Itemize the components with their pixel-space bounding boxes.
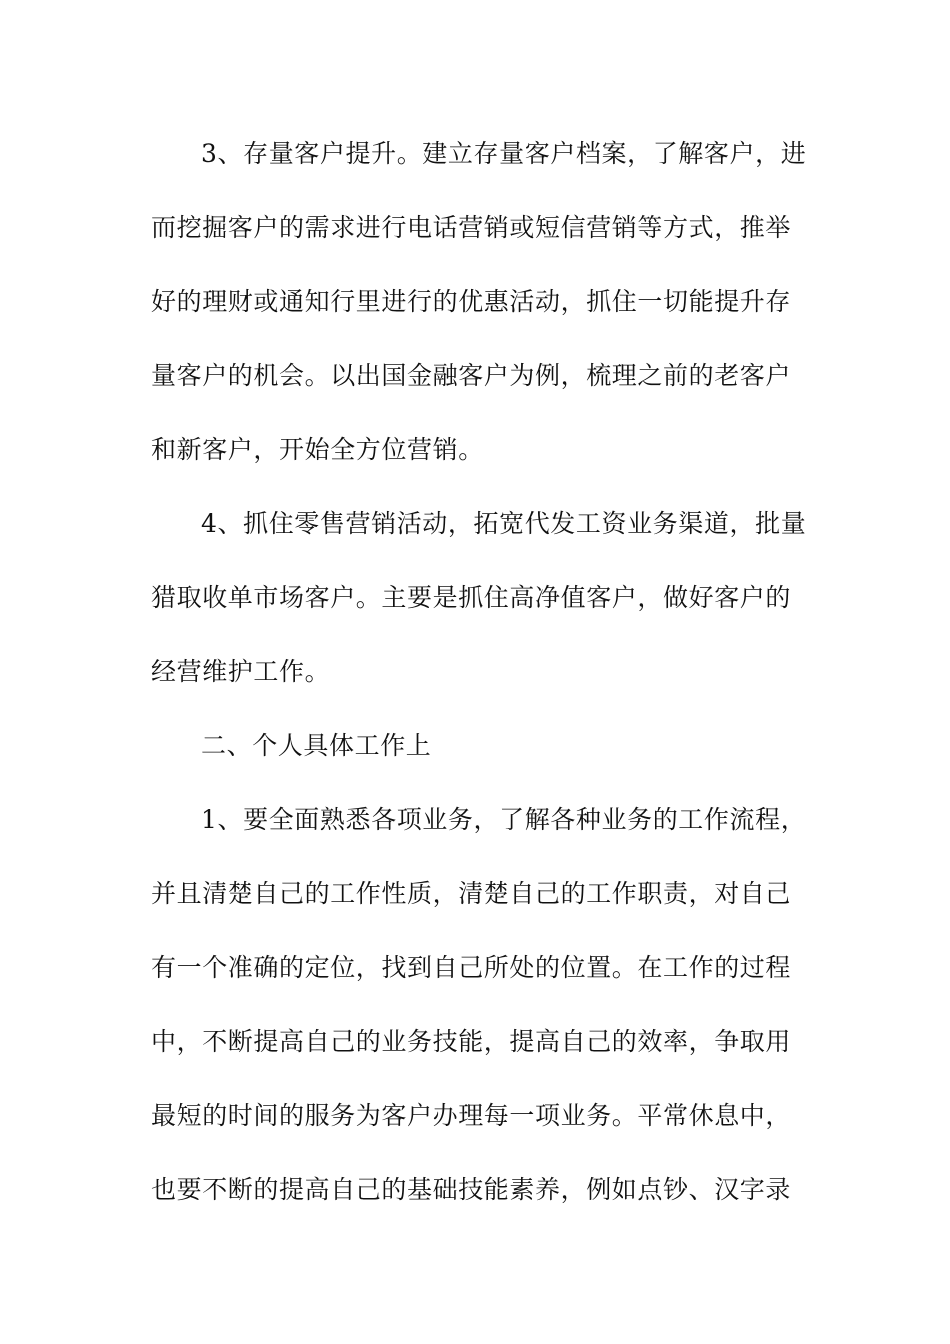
paragraph-1-line-1: 1、要全面熟悉各项业务，了解各种业务的工作流程， (201, 805, 807, 834)
paragraph-4-line-3: 经营维护工作。 (151, 657, 331, 686)
paragraph-1-line-5: 最短的时间的服务为客户办理每一项业务。平常休息中， (151, 1101, 792, 1130)
section-heading: 二、个人具体工作上 (201, 731, 432, 760)
paragraph-4-line-2: 猎取收单市场客户。主要是抓住高净值客户，做好客户的 (151, 583, 792, 612)
paragraph-3-line-4: 量客户的机会。以出国金融客户为例，梳理之前的老客户 (151, 361, 792, 390)
paragraph-4-line-1: 4、抓住零售营销活动，拓宽代发工资业务渠道，批量 (201, 509, 807, 538)
paragraph-3-line-3: 好的理财或通知行里进行的优惠活动，抓住一切能提升存 (151, 287, 792, 316)
paragraph-1-line-6: 也要不断的提高自己的基础技能素养，例如点钞、汉字录 (151, 1175, 792, 1204)
paragraph-1-line-2: 并且清楚自己的工作性质，清楚自己的工作职责，对自己 (151, 879, 792, 908)
paragraph-3-line-1: 3、存量客户提升。建立存量客户档案，了解客户，进 (201, 139, 807, 168)
paragraph-3-line-2: 而挖掘客户的需求进行电话营销或短信营销等方式，推举 (151, 213, 792, 242)
paragraph-1-line-3: 有一个准确的定位，找到自己所处的位置。在工作的过程 (151, 953, 792, 982)
paragraph-1-line-4: 中，不断提高自己的业务技能，提高自己的效率，争取用 (151, 1027, 792, 1056)
paragraph-3-line-5: 和新客户，开始全方位营销。 (151, 435, 484, 464)
